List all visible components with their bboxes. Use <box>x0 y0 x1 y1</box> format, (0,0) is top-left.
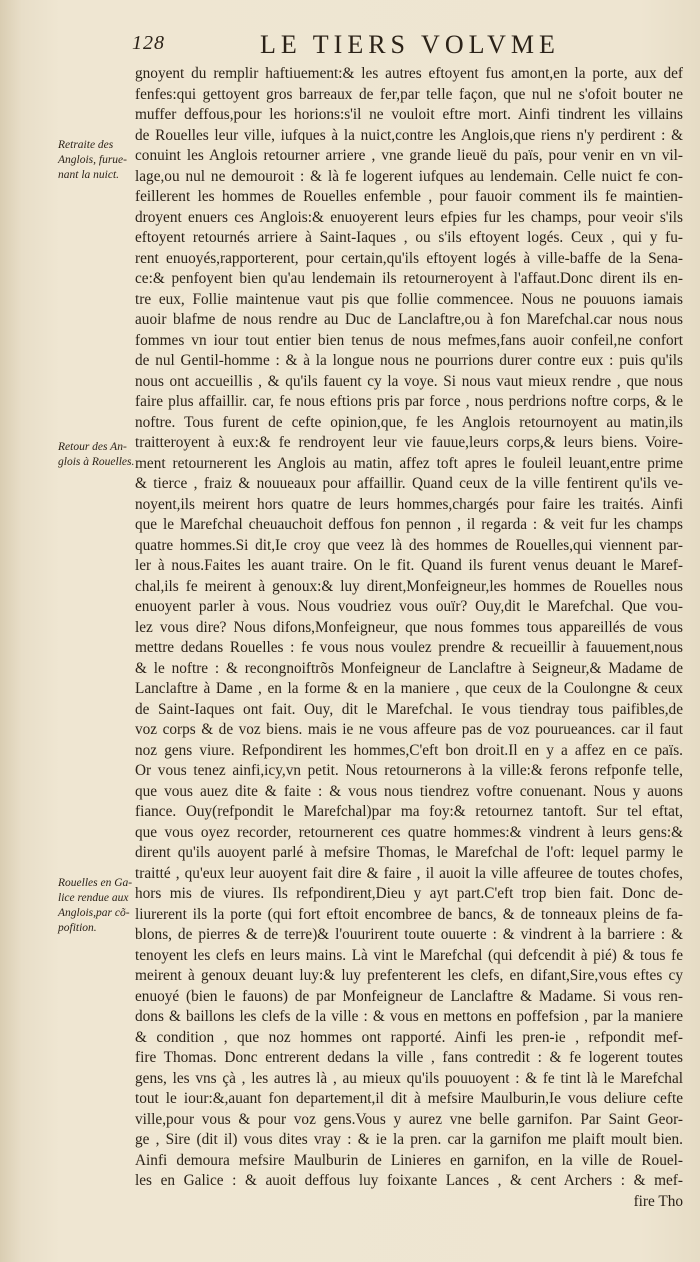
margin-note-line: pofition. <box>58 922 97 934</box>
text-line: lez vous dire? Nous difons,Monfeigneur, que nous fommes tous appareillés de vous <box>135 618 683 636</box>
margin-note <box>58 138 136 183</box>
text-line: que le Marefchal cheuauchoit deffous fon pennon , il regarda : & veit fur les champs <box>135 516 683 533</box>
text-line: tre eux, Follie maintenue vaut pis que follie commencee. Nous ne pouuons iamais <box>135 290 683 308</box>
text-line: dons & baillons les clefs de la ville : & vous en mettons en poffefsion , par la maniere <box>135 1008 683 1025</box>
text-line: ge , Sire (dit il) vous dites vray : & ie la pren. car la garnifon me plaift moult bien. <box>135 1131 683 1148</box>
running-title: LE TIERS VOLVME <box>260 30 560 59</box>
text-line: & condition , que noz hommes ont rapporté. Ainfi les pren-ie , refpondit mef- <box>135 1028 683 1046</box>
text-line: ler à nous.Faites les auant traire. On le fit. Quand ils furent venus deuant le Maref- <box>135 557 683 574</box>
margin-note-line: nant la nuict. <box>58 169 120 181</box>
text-line: & tierce , fraiz & nouueaux pour affaillir. Quand ceux de la ville fentirent qu'ils ve- <box>135 475 683 492</box>
text-line: meirent à genoux deuant luy:& luy prefenterent les clefs, en difant,Sire,vous eftes cy <box>135 967 683 984</box>
text-line: traitteroyent à eux:& fe rendroyent leur vie fauue,leurs corps,& leurs biens. Voire- <box>135 434 683 451</box>
folio-number: 128 <box>132 32 165 54</box>
margin-note-line: lice rendue aux <box>58 892 129 904</box>
text-line: de Saint-Iaques ont fait. Ouy, dit le Marefchal. Ie vous tiendray tous paifibles,de <box>135 700 683 718</box>
text-line: ment retournerent les Anglois au matin, affez toft apres le fouleil leuant,entre prime <box>135 454 683 472</box>
text-line: lage,ou nul ne demouroit : & là fe logerent iufques au lendemain. Celle nuict fe con- <box>135 167 683 185</box>
margin-note <box>58 440 136 470</box>
text-line: chal,ils fe meirent à genoux:& luy dirent,Monfeigneur,les hommes de Rouelles nous <box>135 577 683 595</box>
text-line: feillerent les hommes de Rouelles enfemble , pour fauoir comment ils fe maintien- <box>135 188 683 205</box>
text-line: fenfes:qui gettoyent gros barreaux de fer,par telle façon, que nul ne s'ofoit bouter ne <box>135 85 683 103</box>
text-line: ville,pour vous & pour voz gens.Vous y aurez vne belle garnifon. Par Saint Geor- <box>135 1110 683 1128</box>
text-line: fiance. Ouy(refpondit le Marefchal)par ma foy:& retournez tantoft. Sur tel eftat, <box>135 803 683 820</box>
margin-note-line: glois à Rouelles. <box>58 456 135 468</box>
text-line: gens, les vns çà , les autres là , au mieux qu'ils pouuoyent : & fe tint là le Marefchal <box>135 1069 683 1087</box>
text-line: gnoyent du remplir haftiuement:& les autres eftoyent fus amont,en la porte, aux def <box>135 65 683 82</box>
text-line: ce:& penfoyent bien qu'au lendemain ils retourneroyent à l'affaut.Donc dirent ils en- <box>135 270 683 287</box>
text-line: tout le iour:&,auant fon departement,il dit à mefsire Maulburin,Ie vous deliure cefte <box>135 1090 683 1107</box>
text-line: Or vous tenez ainfi,icy,vn petit. Nous retournerons à la ville:& ferons refponfe telle, <box>135 762 683 779</box>
text-line: que vous oyez recorder, retournerent ces quatre hommes:& vindrent à leurs gens:& <box>135 823 683 841</box>
margin-note-line: Rouelles en Ga- <box>58 877 133 889</box>
text-line: blons, de pierres & de terre)& l'ouurirent toute ouuerte : & vindrent à la barriere : & <box>135 926 683 943</box>
body-text <box>135 64 683 1212</box>
text-line: dirent qu'ils auoyent parlé à mefsire Thomas, le Marefchal de l'oft: lequel parmy le <box>135 844 683 861</box>
margin-note <box>58 876 136 936</box>
text-line: auoir blafme de nous rendre au Duc de Lanclaftre,ou à fon Marefchal.car nous nous <box>135 311 683 328</box>
text-line: nous ont accueillis , & qu'ils fauent cy la voye. Si nous vaut mieux rendre , que nous <box>135 372 683 390</box>
text-line: traitté , qu'eux leur auoyent fait dire & faire , il auoit la ville affeuree de toutes chofes, <box>135 864 683 882</box>
text-line: conuint les Anglois retourner arriere , vne grande lieuë du païs, pour venir en vn vil- <box>135 147 683 164</box>
page-header <box>132 30 692 60</box>
text-line: voz corps & de voz biens. mais ie ne vous affeure pas de voz pourueances. car il faut <box>135 721 683 738</box>
text-line: mettre dedans Rouelles : fe vous nous voulez prendre & recueillir à fauuement,nous <box>135 639 683 656</box>
text-line: droyent enuers ces Anglois:& enuoyerent leurs efpies fur les champs, pour veoir s'ils <box>135 208 683 226</box>
text-line: enuoyé (bien le fauons) de par Monfeigneur de Lanclaftre & Madame. Si vous ren- <box>135 987 683 1005</box>
text-line: que vous auez dite & faite : & vous nous tiendrez voftre conuenant. Nous y auons <box>135 782 683 800</box>
text-line: eftoyent retournés arriere à Saint-Iaques , ou s'ils eftoyent logés. Ceux , qui y fu- <box>135 229 683 246</box>
margin-note-line: Retraite des <box>58 139 114 151</box>
margin-note-line: Anglois,par cõ- <box>58 907 130 919</box>
text-line: muffer deffous,pour les horions:s'il ne vouloit eftre mort. Ainfi tindrent les villains <box>135 106 683 123</box>
text-line: hors mis de viures. Ils refpondirent,Dieu y ayt part.C'eft trop bien fait. Donc de- <box>135 885 683 902</box>
text-line: Ainfi demoura mefsire Maulburin de Linieres en garnifon, en la ville de Rouel- <box>135 1151 683 1169</box>
text-line: Lanclaftre à Dame , en la forme & en la maniere , que ceux de la Coulongne & ceux <box>135 680 683 697</box>
text-line: les en Galice : & auoit deffous luy foixante Lances , & cent Archers : & mef- <box>135 1172 683 1189</box>
catchword: fire Tho <box>633 1192 683 1210</box>
text-line: de Rouelles leur ville, iufques à la nuict,contre les Anglois,que riens n'y perdirent : & <box>135 126 683 144</box>
text-line: de nul Gentil-homme : & à la longue nous ne pourrions durer contre eux : puis qu'ils <box>135 352 683 369</box>
margin-note-line: Anglois, furue- <box>58 154 127 166</box>
text-line: & le noftre : & recongnoiftrõs Monfeigneur de Lanclaftre à Seigneur,& Madame de <box>135 659 683 677</box>
text-line: noyent,ils meirent hors quatre de leurs hommes,chargés pour faire les traités. Ainfi <box>135 495 683 513</box>
text-line: noftre. Tous furent de cefte opinion,que, fe les Anglois retournoyent au matin,ils <box>135 413 683 431</box>
text-line: fommes vn iour tout entier bien tenus de nous mefmes,fans auoir confeil,ne confort <box>135 331 683 349</box>
text-line: rent enuoyés,rapporterent, pour certain,qu'ils eftoyent logés à ville-baffe de la Sena- <box>135 249 683 267</box>
margin-note-line: Retour des An- <box>58 441 127 453</box>
text-line: tenoyent les clefs en leurs mains. Là vint le Marefchal (qui defcendit à pié) & tous fe <box>135 946 683 964</box>
text-line: fire Thomas. Donc entrerent dedans la ville , fans contredit : & fe logerent toutes <box>135 1049 683 1066</box>
text-line: liurerent ils la porte (qui fort eftoit encombree de bancs, & de tonneaux pleins de fa- <box>135 905 683 923</box>
text-line: quatre hommes.Si dit,Ie croy que veez là des hommes de Rouelles,qui viennent par- <box>135 536 683 554</box>
text-line: faire plus affaillir. car, fe nous eftions pris par force , nous perdrions noftre corps, & le <box>135 393 683 410</box>
text-line: noz gens viure. Refpondirent les hommes,C'eft bon droit.Il en y a affez en ce païs. <box>135 741 683 759</box>
text-line: enuoyent parler à vous. Nous voudriez vous ouïr? Ouy,dit le Marefchal. Que vou- <box>135 598 683 615</box>
